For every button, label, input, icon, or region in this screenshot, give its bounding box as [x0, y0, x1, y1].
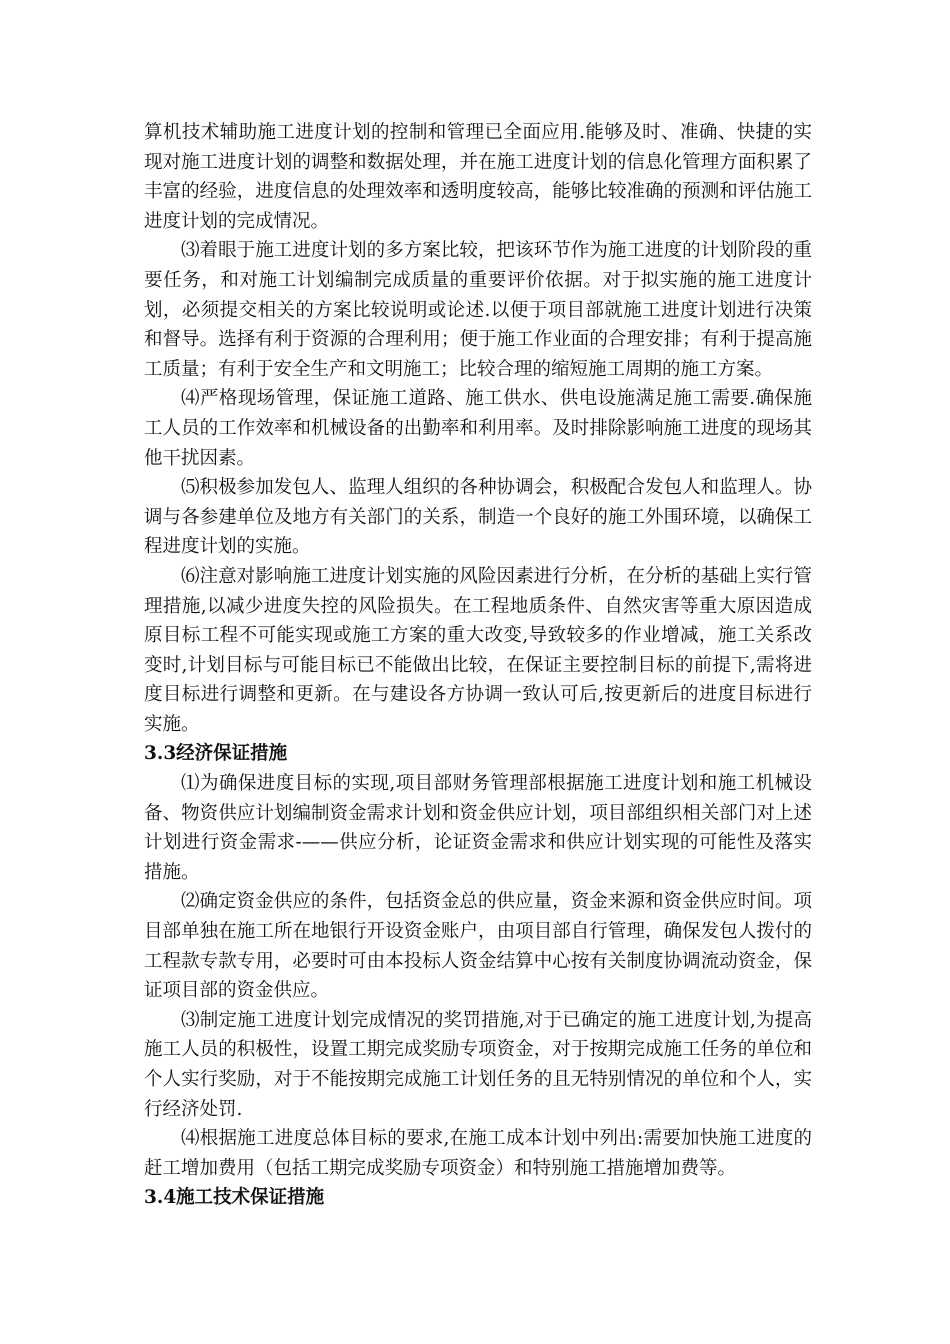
paragraph-continuation: 算机技术辅助施工进度计划的控制和管理已全面应用.能够及时、准确、快捷的实现对施工进度计划的调整和数据处理，并在施工进度计划的信息化管理方面积累了丰富的经验，进度信息的处理效率和透明度较高，能够比较准确的预测和评估施工进度计划的完成情况。: [144, 122, 812, 232]
document-body: [144, 118, 812, 1213]
paragraph-item-5: ⑸积极参加发包人、监理人组织的各种协调会，积极配合发包人和监理人。协调与各参建单位及地方有关部门的关系，制造一个良好的施工外围环境，以确保工程进度计划的实施。: [144, 477, 812, 558]
section-3-3-item-2: ⑵确定资金供应的条件，包括资金总的供应量，资金来源和资金供应时间。项目部单独在施工所在地银行开设资金账户，由项目部自行管理，确保发包人拨付的工程款专款专用，必要时可由本投标人资金结算中心按有关制度协调流动资金，保证项目部的资金供应。: [144, 891, 812, 1002]
section-heading-3-3: 3.3经济保证措施: [144, 743, 288, 765]
paragraph-item-6: ⑹注意对影响施工进度计划实施的风险因素进行分析，在分析的基础上实行管理措施,以减少进度失控的风险损失。在工程地质条件、自然灾害等重大原因造成原目标工程不可能实现或施工方案的重大改变,导致较多的作业增减，施工关系改变时,计划目标与可能目标已不能做出比较，在保证主要控制目标的前提下,需将进度目标进行调整和更新。在与建设各方协调一致认可后,按更新后的进度目标进行实施。: [144, 565, 812, 735]
section-3-3-item-4: ⑷根据施工进度总体目标的要求,在施工成本计划中列出:需要加快施工进度的赶工增加费用（包括工期完成奖励专项资金）和特别施工措施增加费等。: [144, 1128, 812, 1179]
paragraph-item-3: ⑶着眼于施工进度计划的多方案比较，把该环节作为施工进度的计划阶段的重要任务，和对施工计划编制完成质量的重要评价依据。对于拟实施的施工进度计划，必须提交相关的方案比较说明或论述.以便于项目部就施工进度计划进行决策和督导。选择有利于资源的合理利用；便于施工作业面的合理安排；有利于提高施工质量；有利于安全生产和文明施工；比较合理的缩短施工周期的施工方案。: [144, 240, 812, 380]
paragraph-item-4: ⑷严格现场管理，保证施工道路、施工供水、供电设施满足施工需要.确保施工人员的工作效率和机械设备的出勤率和利用率。及时排除影响施工进度的现场其他干扰因素。: [144, 388, 812, 469]
section-3-3-item-3: ⑶制定施工进度计划完成情况的奖罚措施,对于已确定的施工进度计划,为提高施工人员的积极性，设置工期完成奖励专项资金，对于按期完成施工任务的单位和个人实行奖励，对于不能按期完成施工计划任务的且无特别情况的单位和个人，实行经济处罚.: [144, 1009, 812, 1120]
section-heading-3-4: 3.4施工技术保证措施: [144, 1187, 325, 1209]
section-3-3-item-1: ⑴为确保进度目标的实现,项目部财务管理部根据施工进度计划和施工机械设备、物资供应计划编制资金需求计划和资金供应计划，项目部组织相关部门对上述计划进行资金需求-——供应分析，论证资金需求和供应计划实现的可能性及落实措施。: [144, 773, 812, 883]
